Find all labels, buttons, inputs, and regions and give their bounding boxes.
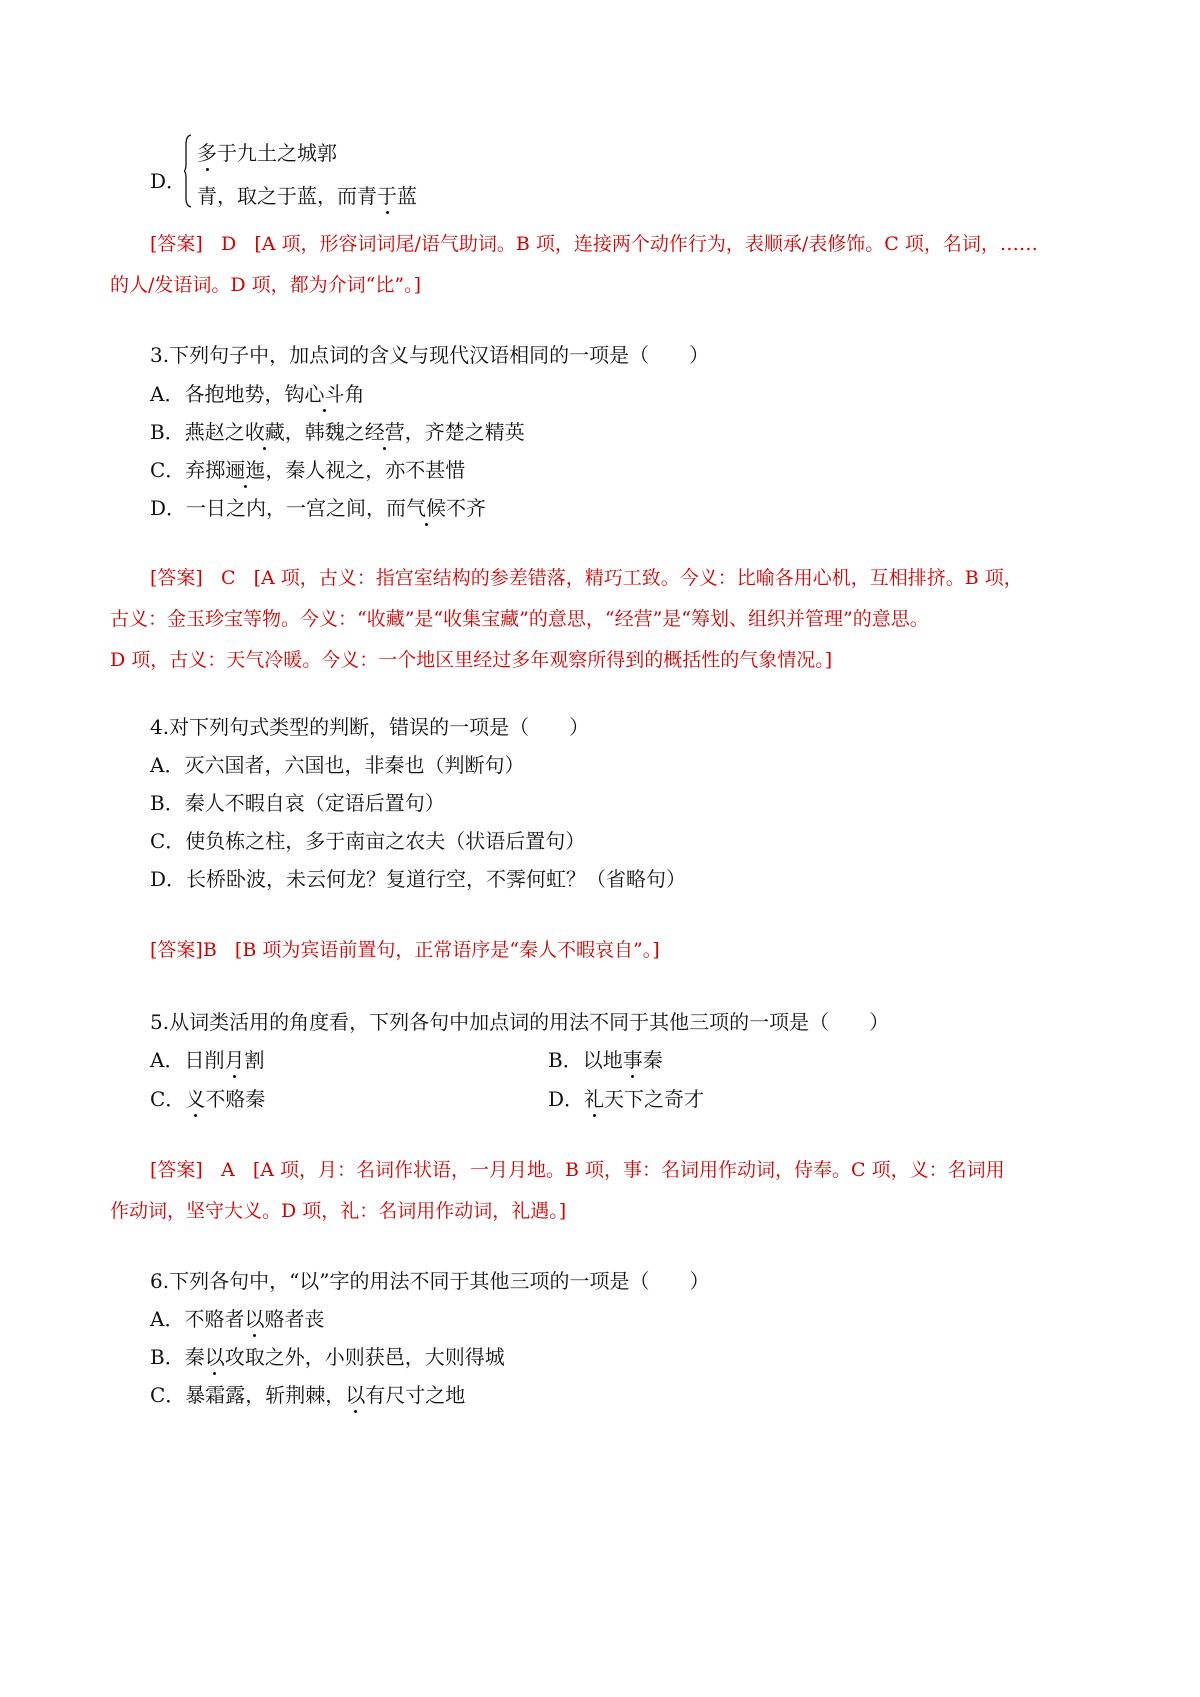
- option-a: A．灭六国者，六国也，非秦也（判断句）: [150, 753, 525, 777]
- option-c: C．暴霜露，斩荆棘，以有尺寸之地: [150, 1383, 466, 1407]
- option-a: A．日削月割: [150, 1048, 265, 1072]
- answer-block: [答案]B [B 项为宾语前置句，正常语序是“秦人不暇哀自”。]: [150, 939, 660, 961]
- answer-block: [答案] A [A 项，月：名词作状语，一月月地。B 项，事：名词用作动词，侍奉。C 项，义：名词用 作动词，坚守大义。D 项，礼：名词用作动词，礼遇。]: [110, 1159, 1005, 1222]
- option-c: C．使负栋之柱，多于南亩之农夫（状语后置句）: [150, 829, 586, 853]
- option-a: A．不赂者以赂者丧: [150, 1307, 325, 1331]
- answer-block: [答案] C [A 项，古义：指宫室结构的参差错落，精巧工致。今义：比喻各用心机，互相排挤。B 项， 古义：金玉珍宝等物。今义：“收藏”是“收集宝藏”的意思，“经营”是“筹划、组织并管理”的意思。 D 项，古义：天气冷暖。今义：一个地区里经过多年观察所得到的概括性的气象情况。]: [110, 567, 1023, 671]
- option-c: C．义不赂秦: [150, 1087, 266, 1111]
- option-b: B．秦以攻取之外，小则获邑，大则得城: [150, 1345, 505, 1369]
- brace-icon: [184, 134, 192, 208]
- option-a: A．各抱地势，钩心斗角: [150, 382, 365, 406]
- option-d-line1: 多于九土之城郭: [197, 141, 337, 165]
- option-d-line2: 青，取之于蓝，而青于蓝: [197, 184, 417, 208]
- option-d: D．礼天下之奇才: [548, 1087, 705, 1111]
- answer-block: [答案] D [A 项，形容词词尾/语气助词。B 项，连接两个动作行为，表顺承/表修饰。C 项，名词，…… 的人/发语词。D 项，都为介词“比”。]: [110, 233, 1038, 296]
- option-d: D．一日之内，一宫之间，而气候不齐: [150, 496, 487, 520]
- option-label: D．: [150, 169, 187, 193]
- question-stem: 6.下列各句中，“以”字的用法不同于其他三项的一项是（ ）: [150, 1269, 710, 1293]
- question-stem: 3.下列句子中，加点词的含义与现代汉语相同的一项是（ ）: [150, 343, 710, 367]
- option-b: B．燕赵之收藏，韩魏之经营，齐楚之精英: [150, 420, 525, 444]
- dotted-word: 多: [197, 141, 217, 165]
- option-b: B．秦人不暇自哀（定语后置句）: [150, 791, 445, 815]
- question-stem: 5.从词类活用的角度看，下列各句中加点词的用法不同于其他三项的一项是（ ）: [150, 1010, 890, 1034]
- option-d: D．长桥卧波，未云何龙？复道行空，不霁何虹？（省略句）: [150, 867, 687, 891]
- option-b: B．以地事秦: [548, 1048, 663, 1072]
- dotted-word: 于: [377, 184, 397, 208]
- option-c: C．弃掷逦迤，秦人视之，亦不甚惜: [150, 458, 466, 482]
- question-stem: 4.对下列句式类型的判断，错误的一项是（ ）: [150, 715, 590, 739]
